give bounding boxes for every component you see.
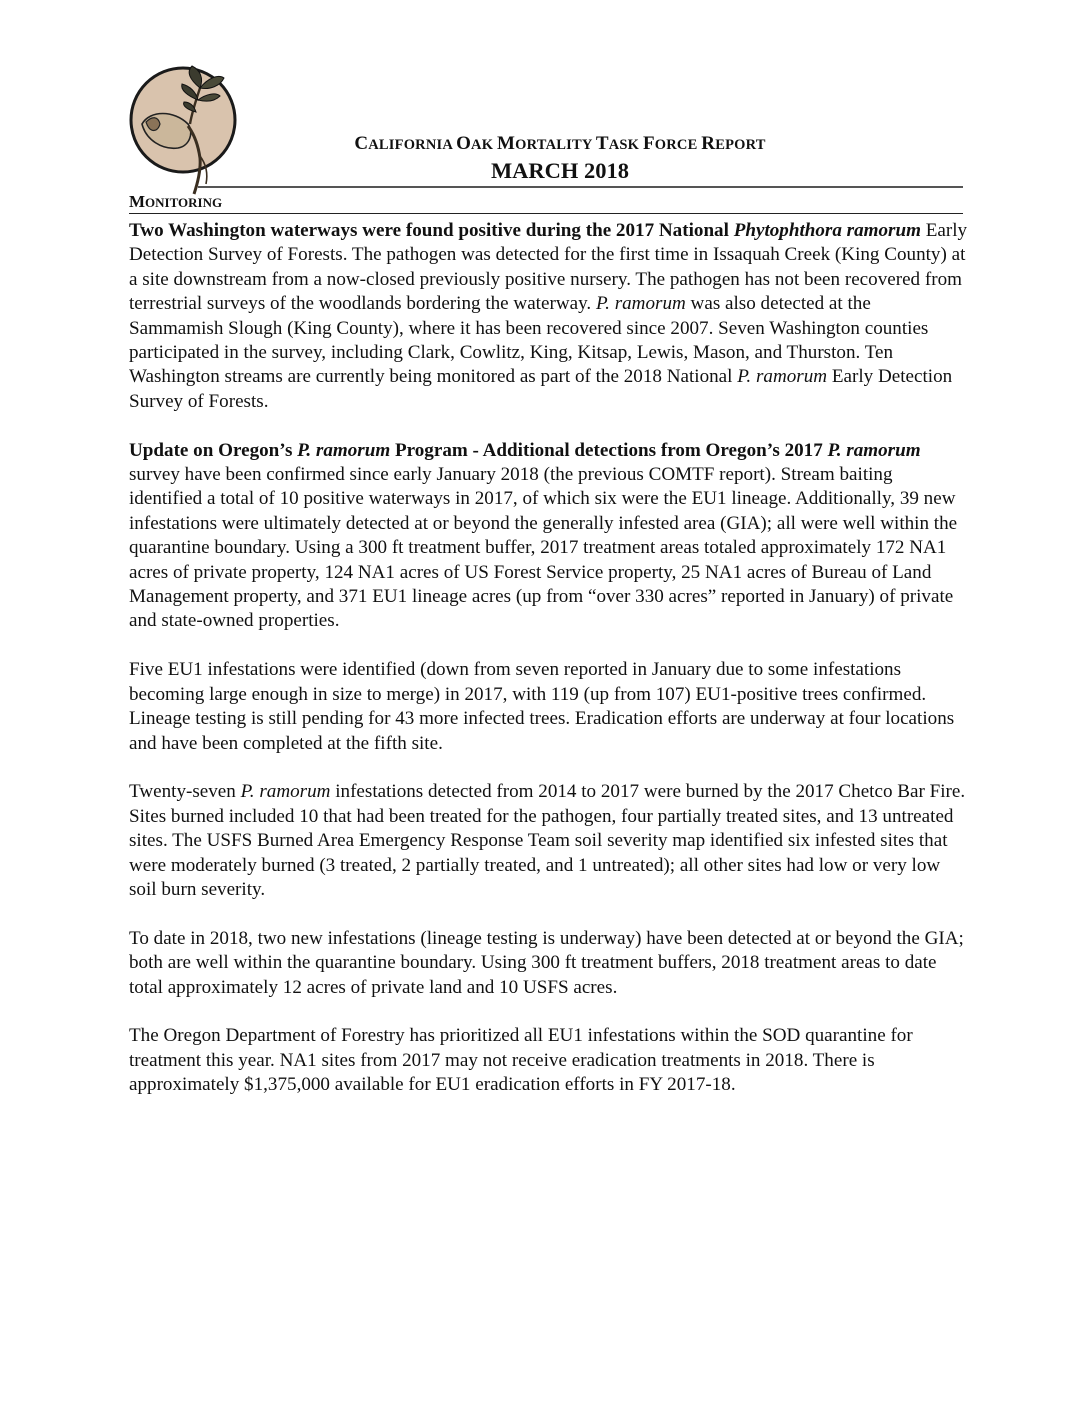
report-month: MARCH 2018 — [490, 158, 630, 183]
title-part: ASK — [608, 137, 643, 153]
text-run: P. ramorum — [595, 293, 686, 315]
text-run: Early Detection Survey of Forests. The pathogen was detected for the first time in Issaquah Creek (King County) at a site downstream from a now-closed previously positive nursery. The pathogen has not been recovered from terrestrial surveys of the woodlands bordering the waterway. — [129, 220, 968, 315]
text-run: Early Detection Survey of Forests. — [129, 366, 953, 412]
text-run: Update on Oregon’s — [129, 439, 298, 461]
text-run: P. ramorum — [240, 781, 331, 803]
section-heading-initial: M — [129, 192, 146, 211]
paragraph — [129, 780, 969, 902]
text-run: infestations detected from 2014 to 2017 were burned by the 2017 Chetco Bar Fire. Sites burned included 10 that had been treated for the pathogen, four partially treated sites, and 13 untreated sites. The USFS Burned Area Emergency Response Team soil severity map identified six infested sites that were moderately burned (3 treated, 2 partially treated, and 1 untreated); all other sites had low or very low soil burn severity. — [129, 781, 966, 900]
paragraph — [129, 219, 969, 414]
text-run: To date in 2018, two new infestations (lineage testing is underway) have been detected at or beyond the GIA; both are well within the quarantine boundary. Using 300 ft treatment buffers, 2018 treatment areas to date total approximately 12 acres of private land and 10 USFS acres. — [129, 927, 964, 998]
header-rule — [198, 186, 963, 188]
report-body — [129, 219, 969, 1122]
comtf-logo — [128, 60, 248, 200]
text-run: P. ramorum — [297, 439, 391, 461]
text-run: The Oregon Department of Forestry has prioritized all EU1 infestations within the SOD quarantine for treatment this year. NA1 sites from 2017 may not receive eradication treatments in 2018. There is approximately $1,375,000 available for EU1 eradication efforts in FY 2017-18. — [129, 1025, 913, 1096]
text-run: Phytophthora ramorum — [733, 220, 921, 241]
section-heading — [129, 192, 222, 213]
title-part: ALIFORNIA — [368, 137, 457, 153]
title-part: EPORT — [715, 137, 766, 153]
title-part: O — [456, 133, 472, 154]
title-part: R — [701, 133, 716, 154]
section-heading-rest: ONITORING — [145, 195, 223, 210]
text-run: Program - Additional detections from Oregon’s 2017 — [390, 439, 828, 461]
title-part: T — [595, 133, 609, 154]
title-part: AK — [471, 137, 498, 153]
title-part: M — [497, 133, 516, 154]
text-run: P. ramorum — [827, 439, 921, 461]
title-part: C — [354, 133, 369, 154]
paragraph — [129, 1024, 969, 1097]
title-part: F — [642, 133, 655, 154]
text-run: Five EU1 infestations were identified (down from seven reported in January due to some infestations becoming large enough in size to merge) in 2017, with 119 (up from 107) EU1-positive trees confirmed. Lineage testing is still pending for 43 more infected trees. Eradication efforts are underway at four locations and have been completed at the fifth site. — [129, 659, 955, 754]
paragraph — [129, 439, 969, 634]
report-title — [270, 133, 850, 156]
text-run: P. ramorum — [737, 366, 828, 388]
title-part: ORCE — [654, 137, 702, 153]
text-run: Twenty-seven — [129, 781, 241, 803]
section-rule — [129, 213, 963, 214]
text-run: survey have been confirmed since early January 2018 (the previous COMTF report). Stream baiting identified a total of 10 positive waterways in 2017, of which six were the EU1 lineage. Additionally, 39 new infestations were ultimately detected at or beyond the generally infested area (GIA); all were well within the quarantine boundary. Using a 300 ft treatment buffer, 2017 treatment areas totaled approximately 172 NA1 acres of private property, 124 NA1 acres of US Forest Service property, 25 NA1 acres of Bureau of Land Management property, and 371 EU1 lineage acres (up from “over 330 acres” reported in January) of private and state-owned properties. — [129, 464, 958, 632]
text-run: Two Washington waterways were found positive during the 2017 National — [129, 220, 734, 241]
paragraph — [129, 927, 969, 1000]
text-run: was also detected at the Sammamish Slough (King County), where it has been recovered since 2007. Seven Washington counties participated in the survey, including Clark, Cowlitz, King, Kitsap, Lewis, Mason, and Thurston. Ten Washington streams are currently being monitored as part of the 2018 National — [129, 293, 929, 388]
title-part: ORTALITY — [515, 137, 596, 153]
paragraph — [129, 658, 969, 756]
